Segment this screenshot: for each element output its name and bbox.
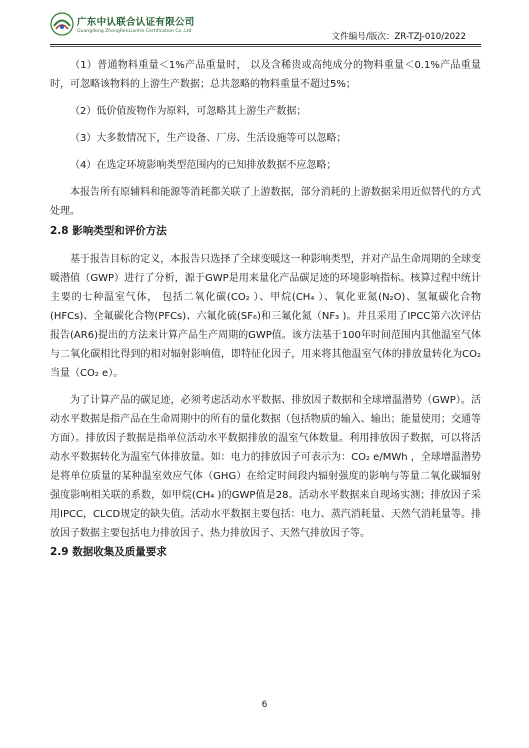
paragraph-cutoff-3: （3）大多数情况下，生产设备、厂房、生活设施等可以忽略； [70,133,347,144]
company-name-en: Guangdong ZhongRenLianHe Certification Co.,Ltd [77,29,192,34]
company-logo-icon [50,12,74,36]
company-name-cn: 广东中认联合认证有限公司 [77,17,195,28]
paragraph-impact-method: 基于报告目标的定义，本报告只选择了全球变暖这一种影响类型，并对产品生命周期的全球变暖潜值（GWP）进行了分析，源于GWP是用来量化产品碳足迹的环境影响指标。核算过程中统计主要的七种温室气体， 包括二氧化碳(CO₂ ）、甲烷(CH₄ ）、氧化亚氮(N₂O)、氢氟碳化合物(HFCs)、全氟碳化合物(PFCs)、六氟化硫(SF₆)和三氟化氮（NF₃ )。并且采用了IPCC第六次评估报告(AR6)提出的方法来计算产品生产周期的GWP值。该方法基于100年时间范围内其他温室气体与二氧化碳相比得到的相对辐射影响值，即特征化因子，用来将其他温室气体的排放量转化为CO₂ 当量（CO₂ e）。 [50,254,481,379]
page-number: 6 [261,700,268,710]
document-body [50,56,481,562]
paragraph-upstream-data: 本报告所有原辅料和能源等消耗都关联了上游数据，部分消耗的上游数据采用近似替代的方式处理。 [50,187,481,217]
paragraph-cutoff-1: （1）普通物料重量＜1%产品重量时， 以及含稀贵或高纯成分的物料重量＜0.1%产品重量时，可忽略该物料的上游生产数据；总共忽略的物料重量不超过5%； [50,60,481,90]
document-number: 文件编号/版次：ZR-TZJ-010/2022 [331,32,466,42]
paragraph-carbon-footprint-calc: 为了计算产品的碳足迹，必须考虑活动水平数据、排放因子数据和全球增温潜势（GWP）。活动水平数据是指产品在生命周期中的所有的量化数据（包括物质的输入、输出；能量使用；交通等方面）。排放因子数据是指单位活动水平数据排放的温室气体数量。利用排放因子数据，可以将活动水平数据转化为温室气体排放量。如：电力的排放因子可表示为：CO₂ e/MWh ，全球增温潜势是将单位质量的某种温室效应气体（GHG）在给定时间段内辐射强度的影响与等量二氧化碳辐射强度影响相关联的系数，如甲烷(CH₄ )的GWP值是28。活动水平数据来自现场实测；排放因子采用IPCC，CLCD规定的缺失值。活动水平数据主要包括：电力、蒸汽消耗量、天然气消耗量等。排放因子数据主要包括电力排放因子、热力排放因子、天然气排放因子等。 [50,395,481,539]
section-heading-2-9: 2.9 数据收集及质量要求 [50,546,167,558]
section-heading-2-8: 2.8 影响类型和评价方法 [50,225,167,237]
header-divider-thin [50,46,481,47]
paragraph-cutoff-4: （4）在选定环境影响类型范围内的已知排放数据不应忽略； [70,160,337,171]
header-divider [50,44,481,45]
page-header [0,0,529,48]
paragraph-cutoff-2: （2）低价值废物作为原料，可忽略其上游生产数据； [70,106,307,117]
